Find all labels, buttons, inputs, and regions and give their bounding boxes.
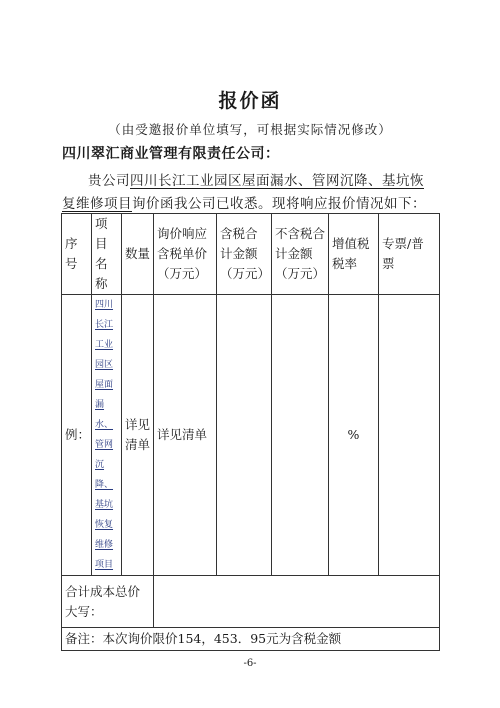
table-row xyxy=(62,295,440,576)
project-name-cont: 复维修项目 xyxy=(62,196,132,212)
cell-tax-excl-total[interactable] xyxy=(272,295,329,576)
table-header-row xyxy=(62,214,440,295)
total-label: 合计成本总价大写： xyxy=(62,576,154,628)
header-tax-excl-total: 不含税合计金额（万元） xyxy=(272,214,329,295)
cell-seq[interactable]: 例： xyxy=(62,295,92,576)
header-unit-price: 询价响应含税单价（万元） xyxy=(154,214,217,295)
body-line-2 xyxy=(62,192,426,212)
page-title: 报价函 xyxy=(218,90,282,112)
quote-table xyxy=(61,213,440,651)
total-value[interactable] xyxy=(154,576,440,628)
cell-quantity[interactable]: 详见清单 xyxy=(122,295,154,576)
body-suffix: 询价函我公司已收悉。现将响应报价情况如下： xyxy=(132,196,426,212)
cell-unit-price[interactable]: 详见清单 xyxy=(154,295,217,576)
cell-invoice-type[interactable] xyxy=(379,295,440,576)
note: 备注：本次询价限价154，453．95元为含税金额 xyxy=(62,628,440,651)
body-prefix: 贵公司 xyxy=(88,173,130,189)
header-vat-rate: 增值税税率 xyxy=(329,214,379,295)
page-number: -6- xyxy=(243,658,257,669)
addressee: 四川翠汇商业管理有限责任公司： xyxy=(62,146,280,162)
body-line-1 xyxy=(88,169,424,189)
header-tax-incl-total: 含税合计金额（万元） xyxy=(217,214,272,295)
header-seq: 序号 xyxy=(62,214,92,295)
project-name: 四川长江工业园区屋面漏水、管网沉降、基坑恢 xyxy=(130,173,424,189)
page-subtitle: （由受邀报价单位填写，可根据实际情况修改） xyxy=(108,122,392,137)
header-invoice-type: 专票/普票 xyxy=(379,214,440,295)
cell-tax-incl-total[interactable] xyxy=(217,295,272,576)
cell-item-name[interactable]: 四川长江工业园区屋面漏水、管网沉降、基坑恢复维修项目 xyxy=(92,295,122,576)
table-note-row xyxy=(62,628,440,651)
header-item-name: 项目名称 xyxy=(92,214,122,295)
table-total-row xyxy=(62,576,440,628)
cell-vat-rate[interactable]: % xyxy=(329,295,379,576)
header-quantity: 数量 xyxy=(122,214,154,295)
